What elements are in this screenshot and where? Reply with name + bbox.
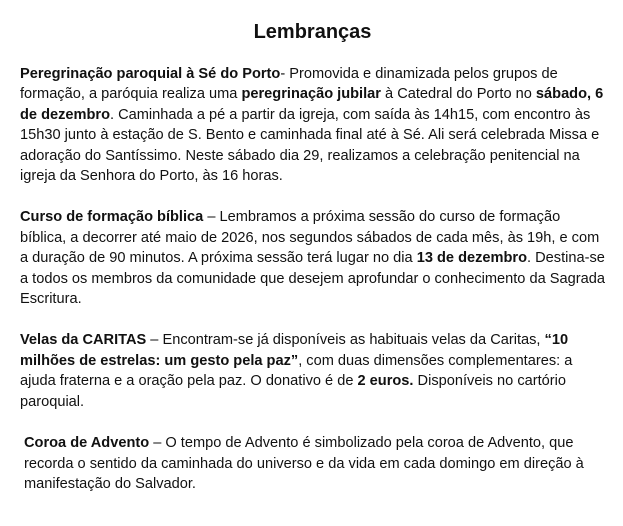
notice-pilgrimage bbox=[20, 64, 605, 186]
notice-heading: Velas da CARITAS bbox=[20, 332, 147, 349]
notice-text: - Promovida e dinamizada pelos grupos de formação, a paróquia realiza uma bbox=[20, 66, 558, 103]
notice-text: , com duas dimensões complementares: a ajuda fraterna e a oração pela paz. O donativo é de bbox=[20, 352, 573, 390]
notice-emphasis: “10 milhões de estrelas: um gesto pela paz” bbox=[20, 332, 569, 369]
notice-text: . Caminhada a pé a partir da igreja, com saída às 14h15, com encontro às 15h30 junto à estação de S. Bento e caminhada final até à Sé. Ali será celebrada Missa e adoração do Santíssimo. Neste sábado dia 29, realizamos a celebração penitencial na igreja da Senhora do Porto, às 16 horas. bbox=[20, 106, 600, 185]
notice-advent-wreath bbox=[20, 433, 605, 494]
notice-emphasis: peregrinação jubilar bbox=[241, 86, 381, 103]
notice-text: à Catedral do Porto no bbox=[380, 86, 536, 103]
notice-text: – Encontram-se já disponíveis as habituais velas da Caritas, bbox=[146, 332, 545, 349]
notice-text: – Lembramos a próxima sessão do curso de formação bíblica, a decorrer até maio de 2026, nos segundos sábados de cada mês, às 19h, e com a duração de 90 minutos. A próxima sessão terá lugar no dia bbox=[20, 209, 600, 267]
notice-caritas-candles bbox=[20, 330, 605, 412]
notice-emphasis: sábado, 6 de dezembro bbox=[20, 86, 604, 123]
notice-bible-course bbox=[20, 207, 605, 309]
notice-heading: Coroa de Advento bbox=[24, 435, 150, 452]
notice-text: . Destina-se a todos os membros da comunidade que desejem aprofundar o conhecimento da Sagrada Escritura. bbox=[20, 250, 605, 308]
page-title: Lembranças bbox=[253, 21, 372, 43]
notice-text: Disponíveis no cartório paroquial. bbox=[20, 373, 566, 410]
notice-heading: Peregrinação paroquial à Sé do Porto bbox=[20, 66, 281, 82]
notice-emphasis: 13 de dezembro bbox=[416, 250, 528, 267]
notice-emphasis: 2 euros. bbox=[357, 373, 414, 390]
notice-heading: Curso de formação bíblica bbox=[20, 209, 204, 226]
notice-text: – O tempo de Advento é simbolizado pela coroa de Advento, que recorda o sentido da caminhada do universo e da vida em cada domingo em direção à manifestação do Salvador. bbox=[24, 435, 584, 492]
